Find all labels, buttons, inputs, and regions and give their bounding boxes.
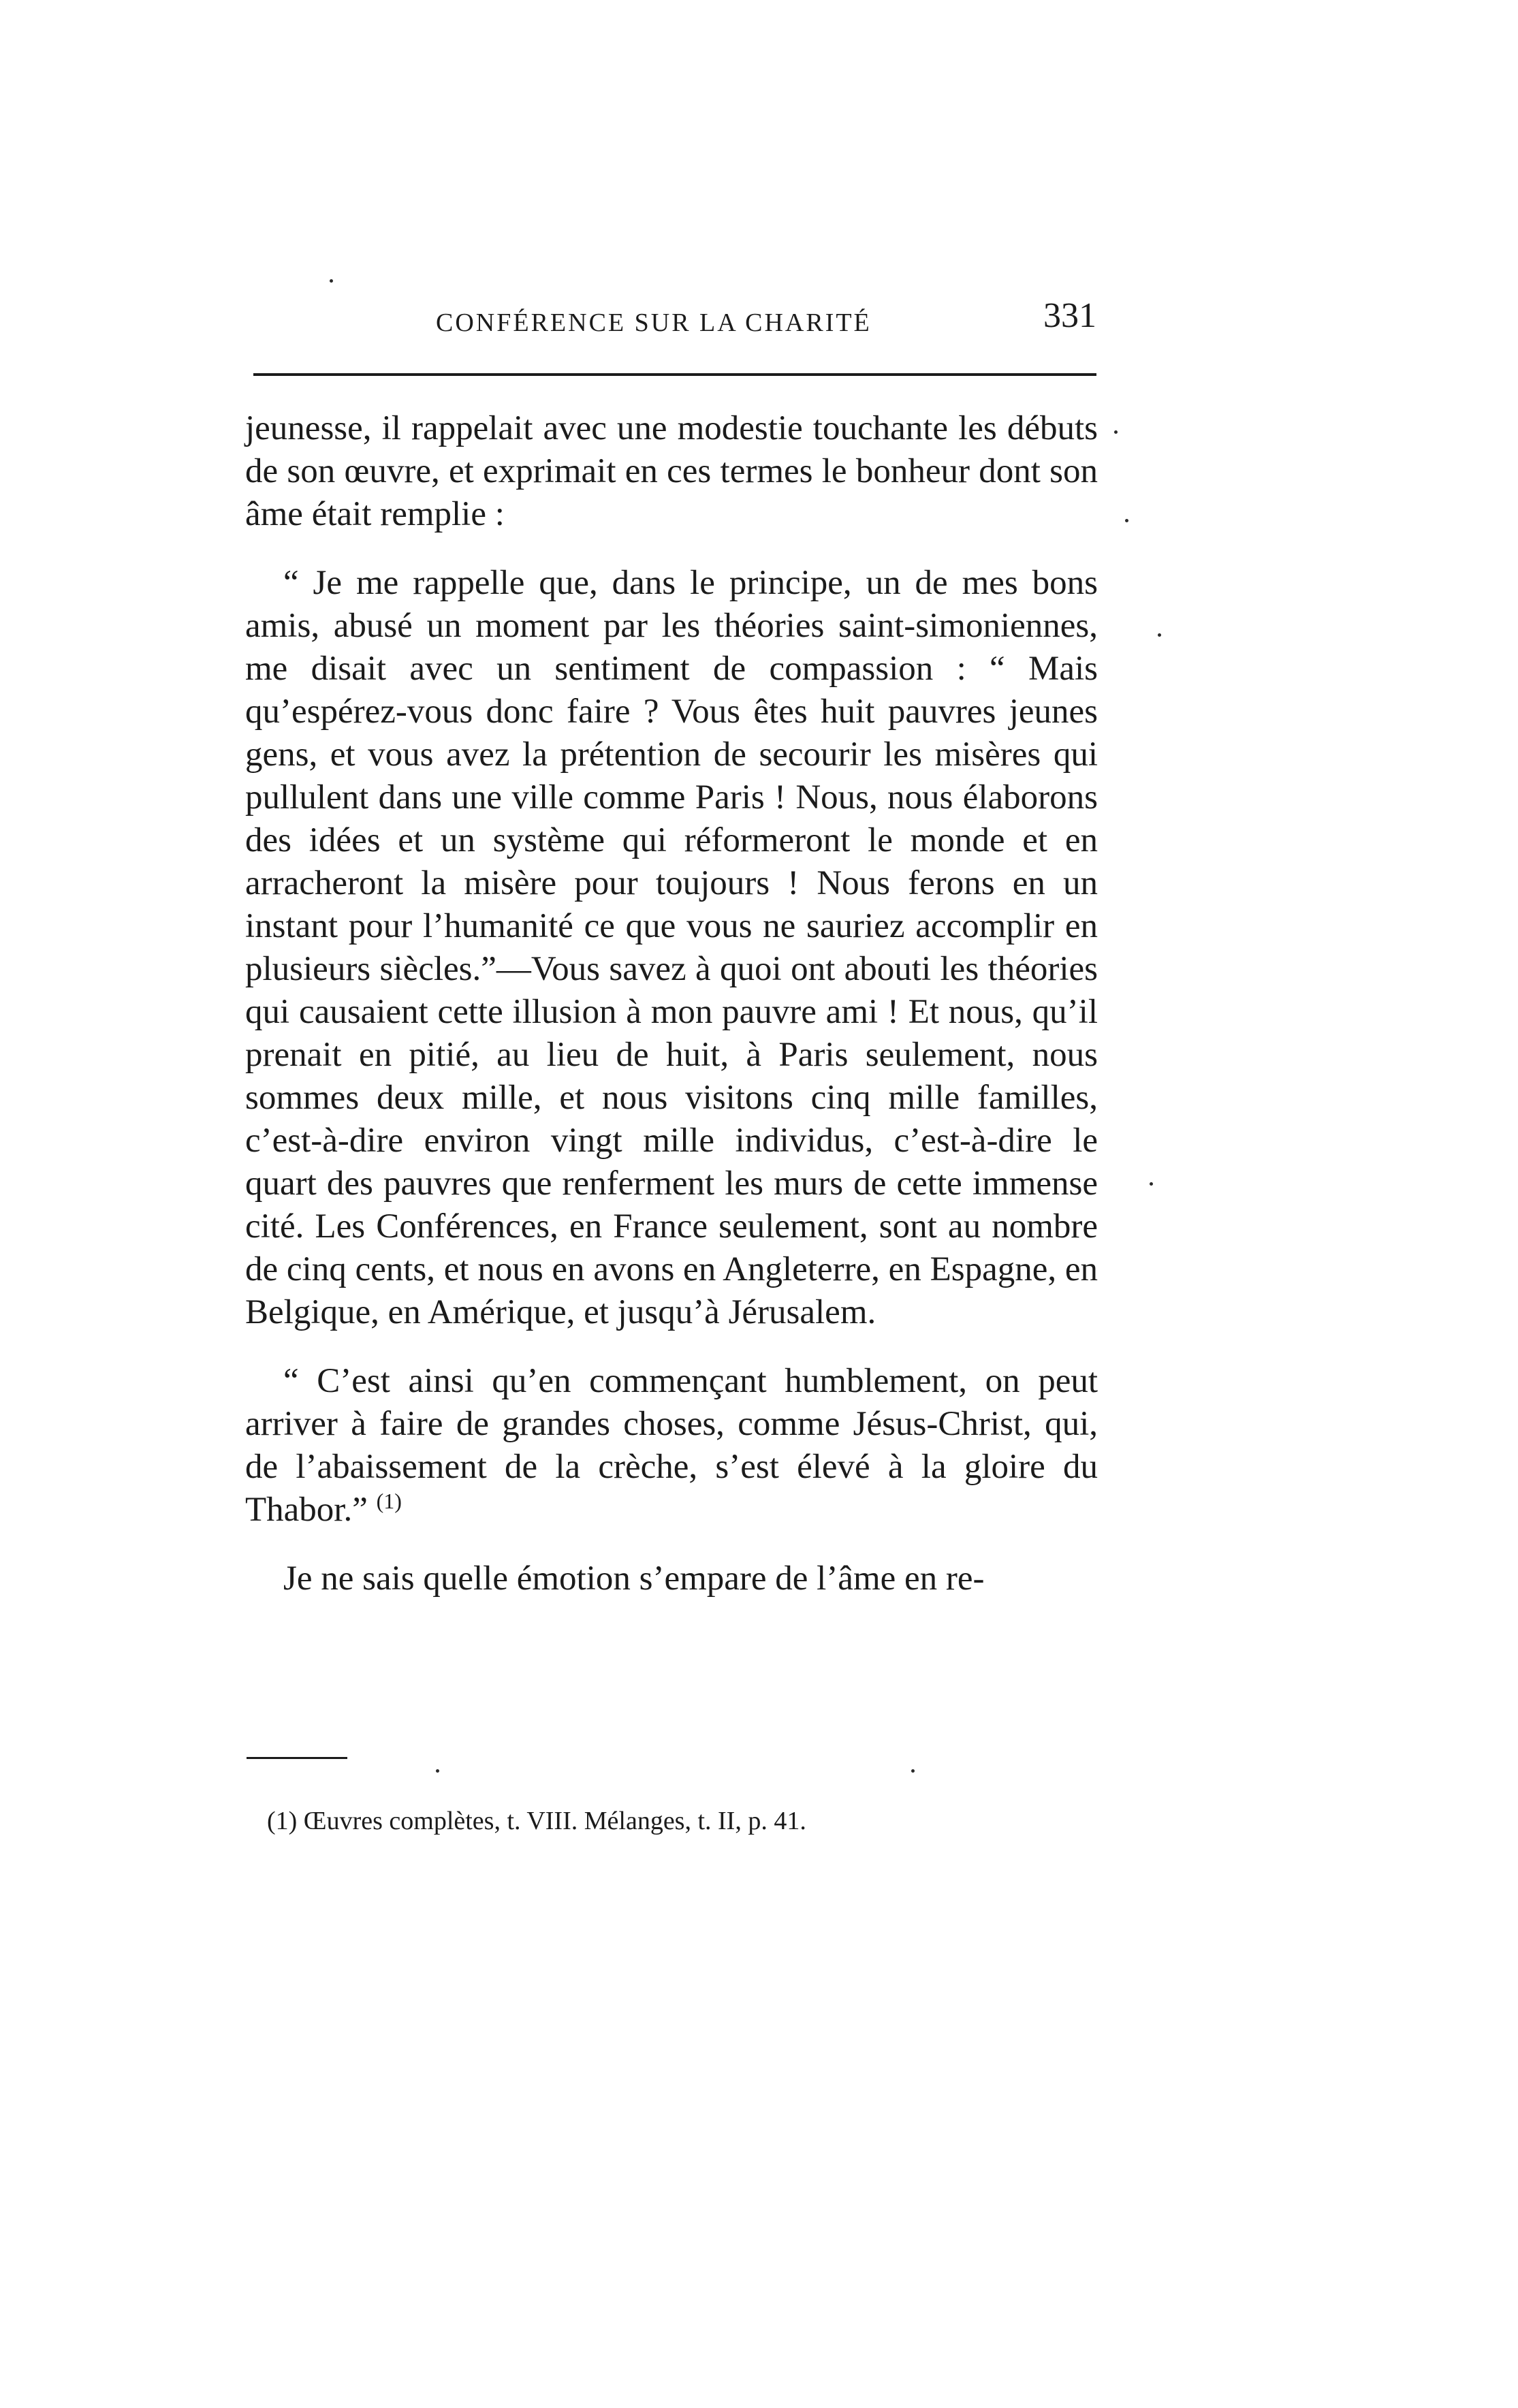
running-title: CONFÉRENCE SUR LA CHARITÉ <box>436 308 872 337</box>
footnote: (1) Œuvres complètes, t. VIII. Mélanges, t. II, p. 41. <box>267 1807 806 1835</box>
scan-speck <box>1114 430 1118 434</box>
paragraph-2: “ Je me rappelle que, dans le principe, un de mes bons amis, abusé un moment par les théories saint-simoniennes, me disait avec un sentiment de compassion : “ Mais qu’espérez-vous donc faire ? Vous êtes huit pauvres jeunes gens, et vous avez la prétention de secourir les misères qui pullulent dans une ville comme Paris ! Nous, nous élaborons des idées et un système qui réformeront le monde et en arracheront la misère pour toujours ! Nous ferons en un instant pour l’humanité ce que vous ne sauriez accomplir en plusieurs siècles.”—Vous savez à quoi ont abouti les théories qui causaient cette illusion à mon pauvre ami ! Et nous, qu’il prenait en pitié, au lieu de huit, à Paris seulement, nous sommes deux mille, et nous visitons cinq mille familles, c’est-à-dire environ vingt mille individus, c’est-à-dire le quart des pauvres que renferment les murs de cette immense cité. Les Conférences, en France seulement, sont au nombre de cinq cents, et nous en avons en Angleterre, en Espagne, en Belgique, en Amérique, et jusqu’à Jérusalem. <box>245 564 1098 1331</box>
header-rule <box>253 373 1096 376</box>
scan-speck <box>330 279 333 283</box>
scan-speck <box>1150 1182 1153 1186</box>
paragraph-1: jeunesse, il rappelait avec une modestie touchante les débuts de son œuvre, et exprimait en ces termes le bonheur dont son âme était remplie : <box>245 409 1098 533</box>
paragraph-3 <box>245 1360 1098 1532</box>
paragraph-3-text: “ C’est ainsi qu’en commençant humblement, on peut arriver à faire de grandes choses, comme Jésus-Christ, qui, de l’abaissement de la crèche, s’est élevé à la gloire du Thabor.” <box>245 1362 1098 1529</box>
paragraph-4: Je ne sais quelle émotion s’empare de l’âme en re- <box>283 1559 985 1598</box>
footnote-rule <box>247 1757 347 1759</box>
footnote-reference: (1) <box>376 1489 402 1513</box>
body-text <box>245 407 1098 1600</box>
scan-speck <box>911 1769 915 1773</box>
scan-speck <box>1158 633 1161 637</box>
page-number: 331 <box>1043 296 1096 335</box>
scan-speck <box>436 1769 439 1773</box>
running-head <box>252 293 1096 340</box>
scan-speck <box>1125 519 1128 522</box>
